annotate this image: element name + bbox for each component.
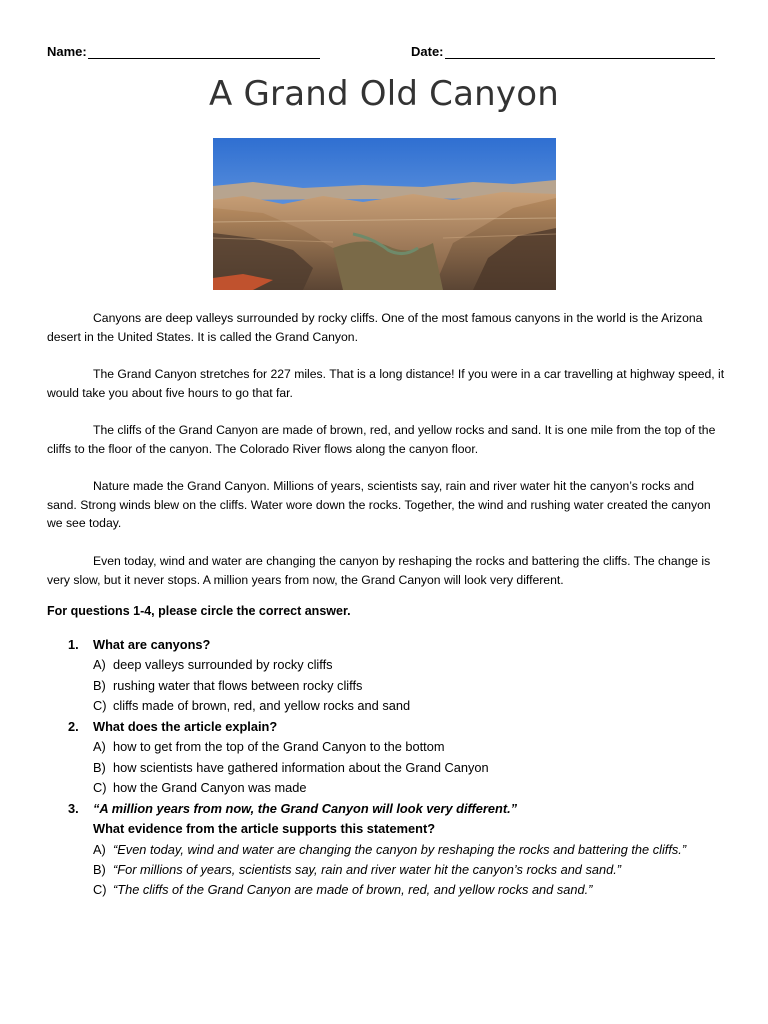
paragraph-3: The cliffs of the Grand Canyon are made of brown, red, and yellow rocks and sand. It is one mile from the top of the cliffs to the floor of the canyon. The Colorado River flows along the canyon floor.	[47, 423, 716, 456]
header-row	[47, 44, 722, 64]
name-blank-line[interactable]	[88, 46, 320, 59]
date-blank-line[interactable]	[445, 46, 715, 59]
date-field[interactable]	[411, 44, 715, 59]
paragraph-2: The Grand Canyon stretches for 227 miles. That is a long distance! If you were in a car travelling at highway speed, it would take you about five hours to go that far.	[47, 367, 725, 400]
question-stem: What does the article explain?	[93, 719, 278, 734]
paragraph-4: Nature made the Grand Canyon. Millions of years, scientists say, rain and river water hit the canyon’s rocks and sand. Strong winds blew on the cliffs. Water wore down the rocks. Together, the wind and rushing water created the canyon we see today.	[47, 479, 711, 531]
name-label: Name:	[47, 44, 87, 59]
question-number: 1.	[68, 637, 79, 652]
paragraph-5: Even today, wind and water are changing the canyon by reshaping the rocks and battering the cliffs. The change is very slow, but it never stops. A million years from now, the Grand Canyon will look very different.	[47, 554, 711, 587]
page-title: A Grand Old Canyon	[209, 74, 559, 114]
question-number: 3.	[68, 801, 79, 816]
answer-option[interactable]: A) “Even today, wind and water are changing the canyon by reshaping the rocks and battering the cliffs.”	[93, 841, 687, 857]
question-stem: What are canyons?	[93, 637, 211, 652]
question-2	[68, 717, 728, 798]
answer-option[interactable]: C) cliffs made of brown, red, and yellow rocks and sand	[93, 697, 411, 713]
answer-option[interactable]: B) “For millions of years, scientists say, rain and river water hit the canyon’s rocks and sand.”	[93, 861, 622, 877]
answer-option[interactable]: B) how scientists have gathered information about the Grand Canyon	[93, 759, 489, 775]
question-1	[68, 635, 728, 716]
paragraph-1: Canyons are deep valleys surrounded by rocky cliffs. One of the most famous canyons in the world is the Arizona desert in the United States. It is called the Grand Canyon.	[47, 311, 703, 344]
question-quote: “A million years from now, the Grand Canyon will look very different.”	[93, 801, 518, 816]
grand-canyon-photo	[213, 138, 556, 290]
instructions: For questions 1-4, please circle the correct answer.	[47, 604, 351, 618]
date-label: Date:	[411, 44, 444, 59]
question-3	[68, 799, 728, 900]
answer-option[interactable]: A) deep valleys surrounded by rocky cliffs	[93, 657, 333, 673]
answer-option[interactable]: B) rushing water that flows between rocky cliffs	[93, 677, 363, 693]
answer-option[interactable]: A) how to get from the top of the Grand Canyon to the bottom	[93, 739, 445, 755]
answer-option[interactable]: C) how the Grand Canyon was made	[93, 779, 307, 795]
answer-option[interactable]: C) “The cliffs of the Grand Canyon are made of brown, red, and yellow rocks and sand.”	[93, 882, 593, 898]
question-stem: What evidence from the article supports this statement?	[93, 821, 436, 837]
name-field[interactable]	[47, 44, 320, 59]
question-number: 2.	[68, 719, 79, 734]
